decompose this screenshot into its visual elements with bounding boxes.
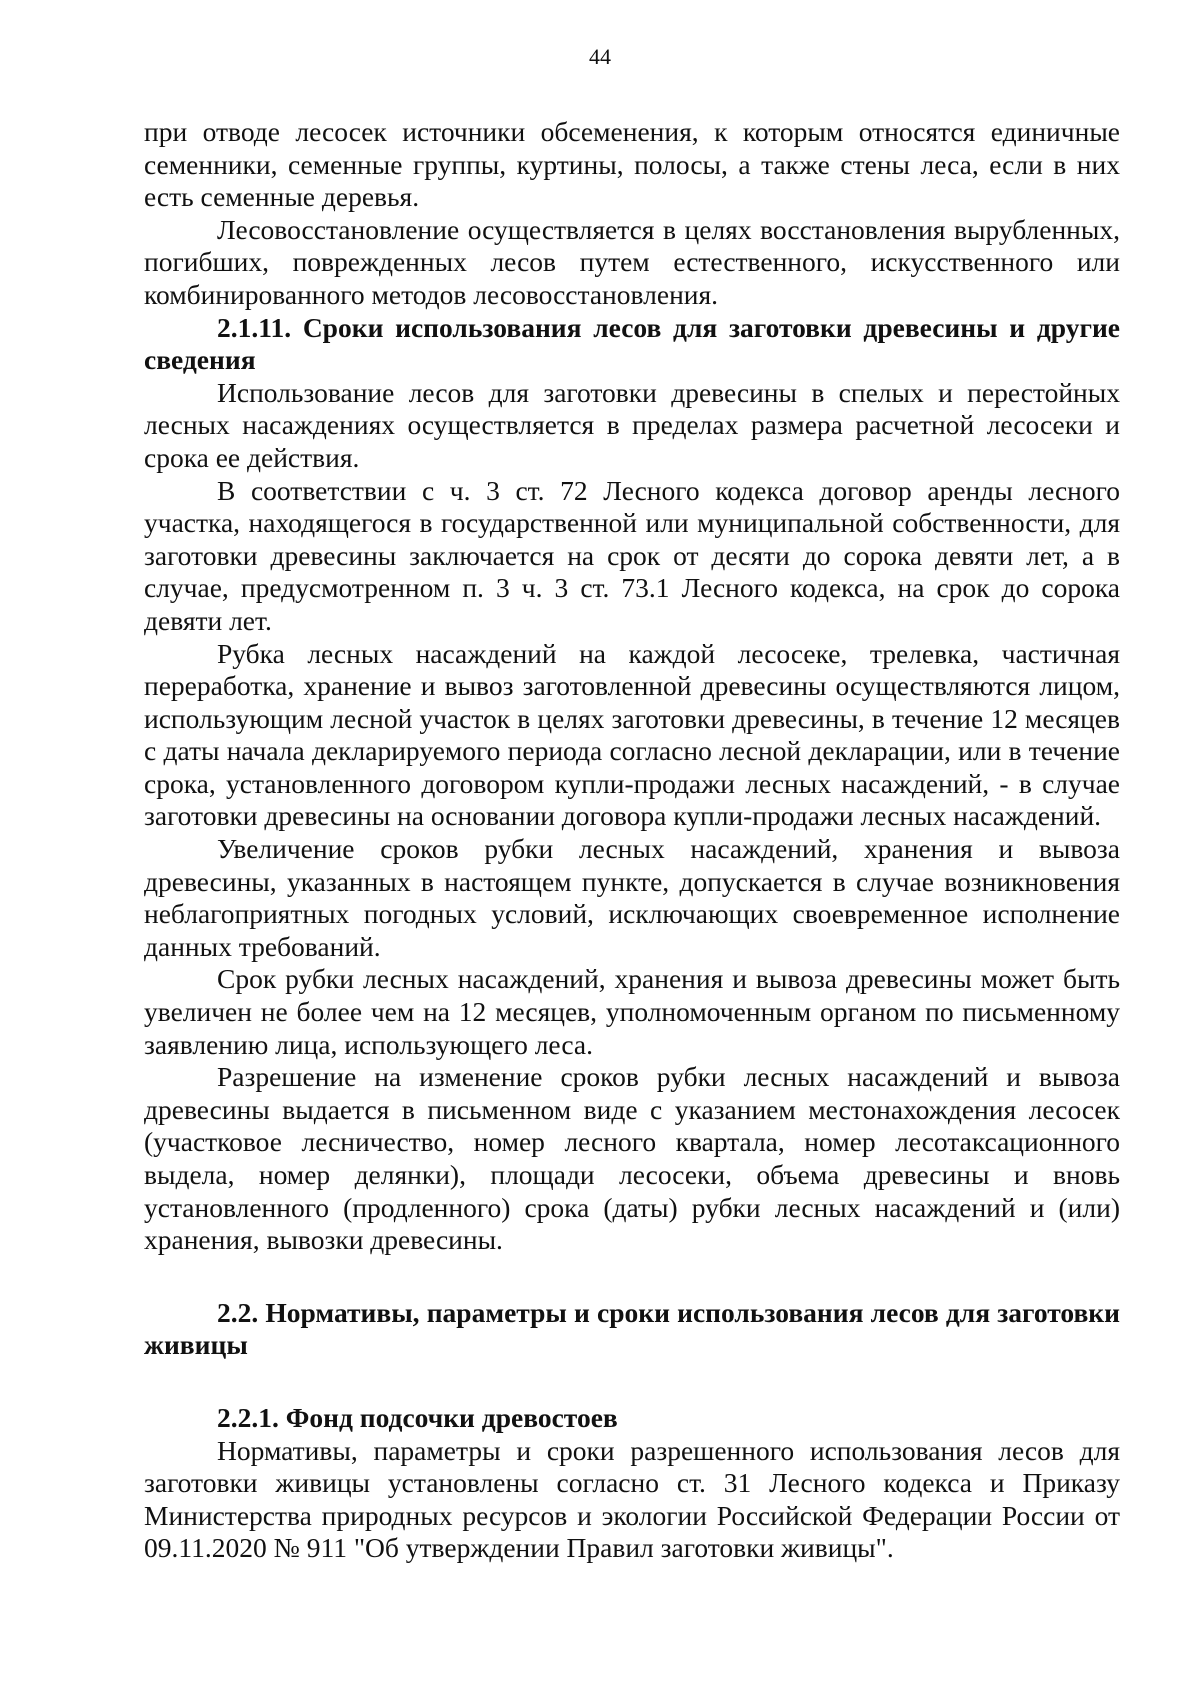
paragraph-extension-limit: Срок рубки лесных насаждений, хранения и вывоза древесины может быть увеличен не более чем на 12 месяцев, уполномоченным органом по письменному заявлению лица, использующего леса. bbox=[144, 963, 1120, 1060]
paragraph-resin-tapping-norms: Нормативы, параметры и сроки разрешенного использования лесов для заготовки живицы установлены согласно ст. 31 Лесного кодекса и Приказу Министерства природных ресурсов и экологии Российской Федерации России от 09.11.2020 № 911 "Об утверждении Правил заготовки живицы". bbox=[144, 1434, 1120, 1564]
paragraph-extension-conditions: Увеличение сроков рубки лесных насаждений, хранения и вывоза древесины, указанных в настоящем пункте, допускается в случае возникновения неблагоприятных погодных условий, исключающих своевременное исполнение данных требований. bbox=[144, 833, 1120, 962]
paragraph-allowable-cut: Использование лесов для заготовки древесины в спелых и перестойных лесных насаждениях осуществляется в пределах размера расчетной лесосеки и срока ее действия. bbox=[144, 376, 1120, 473]
heading-2-2-1: 2.2.1. Фонд подсочки древостоев bbox=[217, 1401, 618, 1433]
paragraph-extension-permit: Разрешение на изменение сроков рубки лесных насаждений и вывоза древесины выдается в письменном виде с указанием местонахождения лесосек (участковое лесничество, номер лесного квартала, номер лесотаксационного выдела, номер делянки), площади лесосеки, объема древесины и вновь установленного (продленного) срока (даты) рубки лесных насаждений и (или) хранения, вывозки древесины. bbox=[144, 1061, 1120, 1256]
heading-2-1-11: 2.1.11. Сроки использования лесов для заготовки древесины и другие сведения bbox=[144, 311, 1120, 376]
paragraph-seed-sources: при отводе лесосек источники обсеменения, к которым относятся единичные семенники, семенные группы, куртины, полосы, а также стены леса, если в них есть семенные деревья. bbox=[144, 116, 1120, 213]
document-body bbox=[144, 116, 1120, 1565]
heading-2-2: 2.2. Нормативы, параметры и сроки использования лесов для заготовки живицы bbox=[144, 1296, 1120, 1361]
paragraph-felling-period: Рубка лесных насаждений на каждой лесосеке, трелевка, частичная переработка, хранение и вывоз заготовленной древесины осуществляются лицом, использующим лесной участок в целях заготовки древесины, в течение 12 месяцев с даты начала декларируемого периода согласно лесной декларации, или в течение срока, установленного договором купли-продажи лесных насаждений, - в случае заготовки древесины на основании договора купли-продажи лесных насаждений. bbox=[144, 637, 1120, 832]
paragraph-lease-term: В соответствии с ч. 3 ст. 72 Лесного кодекса договор аренды лесного участка, находящегося в государственной или муниципальной собственности, для заготовки древесины заключается на срок от десяти до сорока девяти лет, а в случае, предусмотренном п. 3 ч. 3 ст. 73.1 Лесного кодекса, на срок до сорока девяти лет. bbox=[144, 474, 1120, 636]
paragraph-reforestation: Лесовосстановление осуществляется в целях восстановления вырубленных, погибших, поврежденных лесов путем естественного, искусственного или комбинированного методов лесовосстановления. bbox=[144, 213, 1120, 310]
page-number: 44 bbox=[589, 44, 611, 69]
